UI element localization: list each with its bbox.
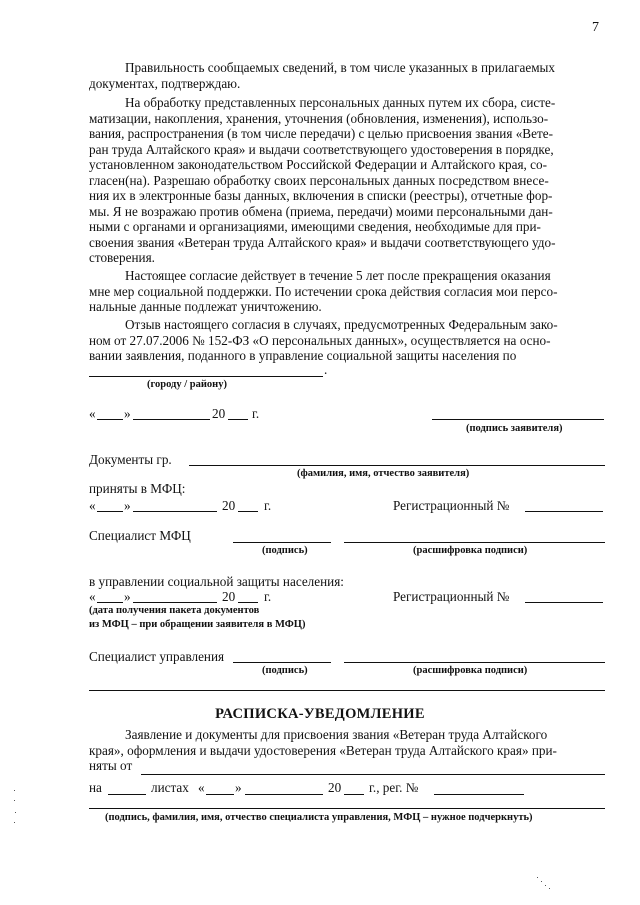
scan-speck (14, 800, 15, 801)
receipt-text (89, 727, 603, 758)
page-number: 7 (592, 20, 599, 35)
applicant-fio-caption: (фамилия, имя, отчество заявителя) (297, 468, 470, 479)
section-divider (89, 690, 605, 691)
receipt-reg-number-field[interactable] (434, 794, 524, 795)
text-line: ном от 27.07.2006 № 152-ФЗ «О персональных данных», осуществляется на осно- (89, 332, 551, 348)
scan-speck (541, 881, 542, 882)
year-prefix: 20 (222, 589, 236, 604)
date-quote-open: « (89, 406, 96, 421)
receipt-on-label: на (89, 780, 102, 795)
date-quote-close: » (124, 406, 131, 421)
date-day-field[interactable] (97, 419, 123, 420)
usz-specialist-label: Специалист управления (89, 649, 225, 664)
scan-speck (545, 885, 546, 886)
year-suffix: г. (252, 406, 260, 421)
usz-date-note-2: из МФЦ – при обращении заявителя в МФЦ) (89, 619, 306, 630)
receipt-date-day-field[interactable] (206, 794, 234, 795)
applicant-signature-field[interactable] (432, 419, 604, 420)
receipt-sheets-label: листах (151, 780, 189, 795)
scan-speck (14, 790, 15, 791)
signature-caption: (подпись) (262, 545, 308, 556)
mfc-specialist-signature-field[interactable] (233, 542, 331, 543)
date-month-field[interactable] (133, 419, 210, 420)
date-year-field[interactable] (228, 419, 248, 420)
text-line: своения звания «Ветеран труда Алтайского края» и выдачи соответствующего удо- (89, 234, 556, 250)
mfc-date-day-field[interactable] (97, 511, 123, 512)
date-quote-close: » (235, 780, 242, 795)
text-line: матизации, накопления, хранения, уточнения (обновления, изменения), использо- (89, 110, 549, 126)
scan-speck (537, 877, 538, 878)
decoding-caption: (расшифровка подписи) (413, 545, 528, 556)
receipt-footer-caption: (подпись, фамилия, имя, отчество специалиста управления, МФЦ – нужное подчеркнуть) (105, 812, 533, 823)
text-line: ния их в электронные базы данных, включения в списки (реестры), отчетные фор- (89, 188, 553, 203)
mfc-specialist-label: Специалист МФЦ (89, 528, 191, 543)
usz-date-note-1: (дата получения пакета документов (89, 605, 260, 616)
signature-caption: (подпись) (262, 665, 308, 676)
text-line: ран труда Алтайского края» и выдачи соответствующего удостоверения в порядке, (89, 141, 554, 157)
applicant-fio-field[interactable] (189, 465, 605, 466)
text-line: гласен(на). Разрешаю обработку своих персональных данных посредством внесе- (89, 172, 549, 188)
text-line: вания, распространения (в том числе передачи) с целью присвоения звания «Вете- (89, 126, 553, 141)
text-line: документах, подтверждаю. (89, 75, 241, 91)
accepted-mfc-label: приняты в МФЦ: (89, 481, 186, 496)
text-line: Отзыв настоящего согласия в случаях, предусмотренных Федеральным зако- (125, 317, 558, 332)
text-line: Правильность сообщаемых сведений, в том числе указанных в прилагаемых (125, 60, 556, 75)
scan-speck (549, 888, 550, 889)
date-quote-close: » (124, 589, 131, 604)
text-line: Заявление и документы для присвоения звания «Ветеран труда Алтайского (125, 727, 548, 742)
year-prefix: 20 (328, 780, 342, 795)
usz-reg-number-label: Регистрационный № (393, 589, 510, 604)
scan-speck (15, 812, 16, 813)
usz-date-month-field[interactable] (133, 602, 217, 603)
text-line: На обработку представленных персональных данных путем их сбора, систе- (125, 95, 556, 110)
text-line: Настоящее согласие действует в течение 5 лет после прекращения оказания (125, 268, 551, 283)
receipt-reg-label: г., рег. № (369, 780, 419, 795)
period: . (324, 362, 328, 377)
usz-date-year-field[interactable] (238, 602, 258, 603)
usz-reg-number-field[interactable] (525, 602, 603, 603)
text-line: стоверения. (89, 250, 155, 265)
documents-label: Документы гр. (89, 452, 172, 467)
applicant-signature-caption: (подпись заявителя) (466, 423, 563, 434)
paragraph-consent-duration (89, 268, 603, 315)
mfc-date-year-field[interactable] (238, 511, 258, 512)
receipt-date-year-field[interactable] (344, 794, 364, 795)
text-line: вании заявления, поданного в управление социальной защиты населения по (89, 348, 517, 363)
year-suffix: г. (264, 589, 272, 604)
text-line: мне мер социальной поддержки. По истечении срока действия согласия мои персо- (89, 283, 558, 299)
mfc-date-month-field[interactable] (133, 511, 217, 512)
text-line: мы. Я не возражаю против обмена (приема, передачи) моими персональными дан- (89, 203, 553, 219)
receipt-title: РАСПИСКА-УВЕДОМЛЕНИЕ (215, 706, 425, 722)
mfc-specialist-decoding-field[interactable] (344, 542, 605, 543)
receipt-from-label: няты от (89, 758, 133, 773)
mfc-reg-number-label: Регистрационный № (393, 498, 510, 513)
scan-speck (14, 822, 15, 823)
usz-date-day-field[interactable] (97, 602, 123, 603)
text-line: нальные данные подлежат уничтожению. (89, 299, 322, 314)
year-prefix: 20 (212, 406, 226, 421)
receipt-signature-line[interactable] (89, 808, 605, 809)
city-district-caption: (городу / району) (147, 379, 227, 390)
year-prefix: 20 (222, 498, 236, 513)
paragraph-consent-withdrawal (89, 317, 603, 364)
date-quote-open: « (198, 780, 205, 795)
receipt-date-month-field[interactable] (245, 794, 323, 795)
paragraph-confirmation (89, 60, 603, 91)
receipt-sheets-count-field[interactable] (108, 794, 146, 795)
usz-specialist-signature-field[interactable] (233, 662, 331, 663)
text-line: края», оформления и выдачи удостоверения «Ветеран труда Алтайского края» при- (89, 742, 557, 758)
city-district-field[interactable] (89, 376, 323, 377)
receipt-from-field[interactable] (141, 774, 605, 775)
mfc-reg-number-field[interactable] (525, 511, 603, 512)
decoding-caption: (расшифровка подписи) (413, 665, 528, 676)
year-suffix: г. (264, 498, 272, 513)
paragraph-personal-data-processing (89, 95, 603, 266)
text-line: установленном законодательством Российской Федерации и Алтайского края, со- (89, 157, 547, 172)
usz-specialist-decoding-field[interactable] (344, 662, 605, 663)
date-quote-open: « (89, 498, 96, 513)
usz-received-label: в управлении социальной защиты населения: (89, 574, 344, 589)
date-quote-open: « (89, 589, 96, 604)
date-quote-close: » (124, 498, 131, 513)
text-line: ными с органами и организациями, имеющими сведения, необходимые для при- (89, 219, 541, 234)
